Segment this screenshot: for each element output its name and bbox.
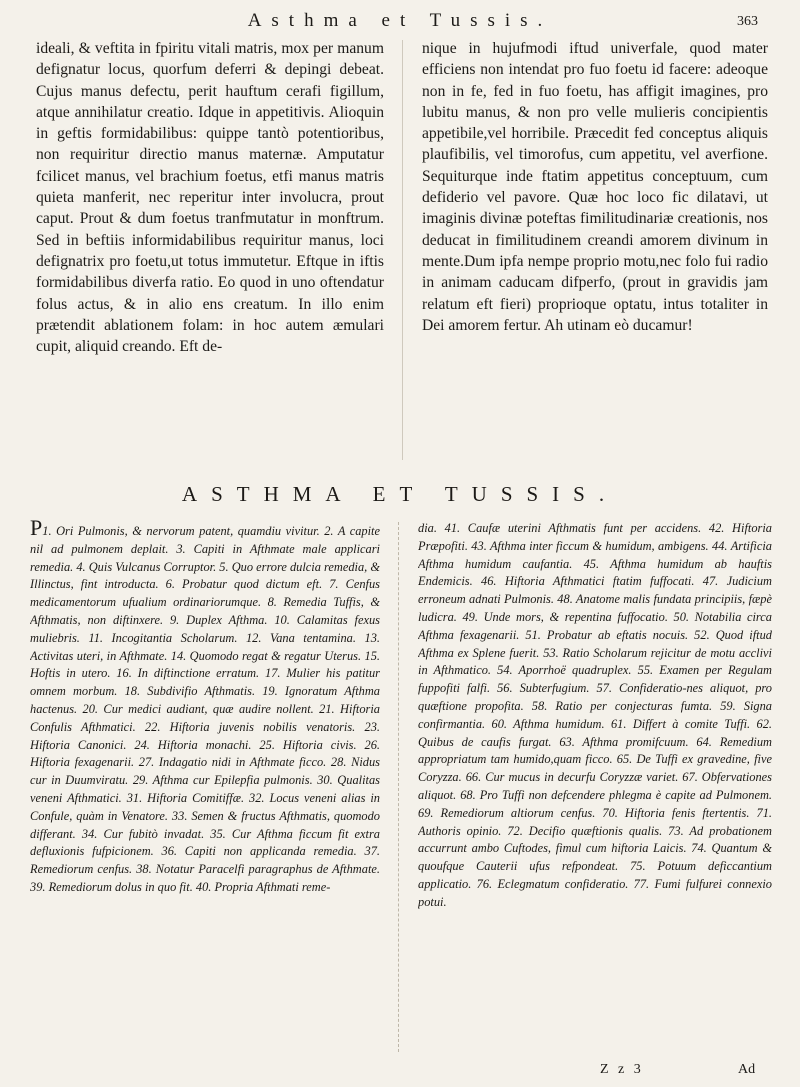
index-column-right xyxy=(418,520,772,1060)
body-text-right: nique in hujufmodi iftud univerfale, quod mater efficiens non intendat pro fuo foetu id facere: adeoque non in fe, fed in fuo foetu, has affigit imagines, pro lubitu manus, & non pro velle mulieris concipientis appetibile,vel horribile. Præcedit fed conceptus aliquis plaufibilis, vel timorofus, cum appetitu, vel averfione. Sequiturque inde ftatim appetitus conceptuum, cum defiderio vel pavore. Quæ hoc loco fic dilatavi, ut imaginis divinæ poteftas fimilitudinariæ creationis, nos deducat in fimilitudinem creandi amorem divinum in mente.Dum ipfa nempe proprio motu,nec folo fui radio in animam caducam difperfo, (prout in gravidis jam relatum eft fieri) proprioque optatu, intus totaliter in Dei amorem fertur. Ah utinam eò ducamur! xyxy=(422,40,768,334)
column-divider xyxy=(402,40,403,460)
index-entries-left: 1. Ori Pulmonis, & nervorum patent, quamdiu vivitur. 2. A capite nil ad pulmonem deplait. 3. Capiti in Afthmate male applicari remedia. 4. Quis Vulcanus Corruptor. 5. Quo errore dulcia remedia, & Illinctus, fint introducta. 6. Probatur quod dictum eft. 7. Cenfus medicamentorum ufualium ordinariorumque. 8. Remedia Tuffis, & Afthmatis, non diftinxere. 9. Duplex Afthma. 10. Calamitas fexus muliebris. 11. Incogitantia Scholarum. 12. Vana tentamina. 13. Activitas uteri, in Afthmate. 14. Quomodo regat & regatur Uterus. 15. Hoftis in utero. 16. In diftinctione erratum. 17. Mulier his patitur omnem morbum. 18. Subdivifio Afthmatis. 19. Ignoratum Afthma hactenus. 20. Cur medici audiant, quæ audire nollent. 21. Hiftoria Confulis Afthmatici. 22. Hiftoria juvenis nobilis venatoris. 23. Hiftoria Canonici. 24. Hiftoria monachi. 25. Hiftoria civis. 26. Hiftoria fexagenarii. 27. Indagatio nidi in Afthmate ficco. 28. Nidus cur in Duumviratu. 29. Afthma cur Epilepfia pulmonis. 30. Qualitas veneni Afthmatici. 31. Hiftoria Comitiffæ. 32. Locus veneni alias in Confule, quàm in Venatore. 33. Semen & fructus Afthmatis, quomodo differant. 34. Cur fubitò invadat. 35. Cur Afthma ficcum fit extra defluxionis fufpicionem. 36. Capiti non applicanda remedia. 37. Remediorum cenfus. 38. Notatur Paracelfi paragraphus de Afthmate. 39. Remediorum dolus in quo fit. 40. Propria Afthmati reme- xyxy=(30,524,380,894)
index-column-left xyxy=(30,520,380,1060)
body-text-left: ideali, & veftita in fpiritu vitali matris, mox per manum defignatur locus, quorfum deferri & depingi debeat. Cujus manus defectu, perit hauftum cerafi figillum, atque annihilatur creatio. Idque in appetitivis. Alioquin in geftis formidabilibus: quippe tantò potentioribus, non requiritur directio manus maternæ. Amputatur fcilicet manus, vel brachium foetus, etfi manus matris quieta manferit, nec reperitur inter involucra, prout caput. Prout & dum foetus tranfmutatur in monftrum. Sed in beftiis informidabilibus requiritur manus, loci defignatrix pro foetu,ut totus immutetur. Eftque in iftis formidabilibus diverfa ratio. Eo quod in uno oftendatur folus actus, & in alio ens creatum. In illo enim prætendit ablationem folam: in hoc autem æmulari cupit, aliquid creando. Eft de- xyxy=(36,40,384,356)
running-title: Asthma et Tussis. xyxy=(247,10,553,31)
index-entries-right: dia. 41. Caufæ uterini Afthmatis funt per accidens. 42. Hiftoria Præpofiti. 43. Afthma inter ficcum & humidum, ambigens. 44. Artificia Afthma humidum caufantia. 45. Afthma humidum ab hauftis Endemicis. 46. Hiftoria Afthmatici ftatim fuffocati. 47. Judicium erroneum adnati Pulmonis. 48. Anatome malis fundata principiis, fæpè ludicra. 49. Unde mors, & repentina fuffocatio. 50. Notabilia circa Afthma fexagenarii. 51. Probatur ab eftatis nocuis. 52. Quod iftud Afthma ex Splene fuerit. 53. Ratio Scholarum rejicitur de motu acclivi in Afthmatico. 54. Aporrhoë quadruplex. 55. Examen per Regulam fuppofiti falfi. 56. Subterfugium. 57. Confideratio-nes aliquot, pro quæftione propofita. 58. Ratio per conjecturas fumta. 59. Signa confirmantia. 60. Afthma humidum. 61. Differt à comite Tuffi. 62. Quibus de caufis furgat. 63. Afthma promifcuum. 64. Remedium appropriatum tam humido,quam ficco. 65. De Tuffi ex gravedine, five Coryzza. 66. Cur mucus in decurfu Coryzzæ variet. 67. Obfervationes aliquot. 68. Pro Tuffi non defcendere phlegma è capite ad Pulmonem. 69. Remediorum altiorum cenfus. 70. Hiftoria fenis ftertentis. 71. Authoris opinio. 72. Decifio quæftionis qualis. 73. Ad probationem accurrunt ambo Cuftodes, fimul cum hiftoria Laicis. 74. Quantum & quoufque Cauterii ufus refpondeat. 75. Potuum deficcantium applicatio. 76. Eclegmatum confideratio. 77. Fumi fulfurei connexio potui. xyxy=(418,521,772,909)
body-column-left xyxy=(36,38,384,464)
index-divider xyxy=(398,522,400,1052)
drop-cap: P xyxy=(30,520,43,540)
section-title: ASTHMA ET TUSSIS. xyxy=(181,482,619,506)
signature-mark: Z z 3 xyxy=(600,1062,644,1077)
page-number: 363 xyxy=(737,14,758,29)
running-head xyxy=(0,8,800,36)
catchword: Ad xyxy=(738,1062,756,1077)
body-column-right xyxy=(422,38,768,464)
index-text-left xyxy=(30,520,380,897)
